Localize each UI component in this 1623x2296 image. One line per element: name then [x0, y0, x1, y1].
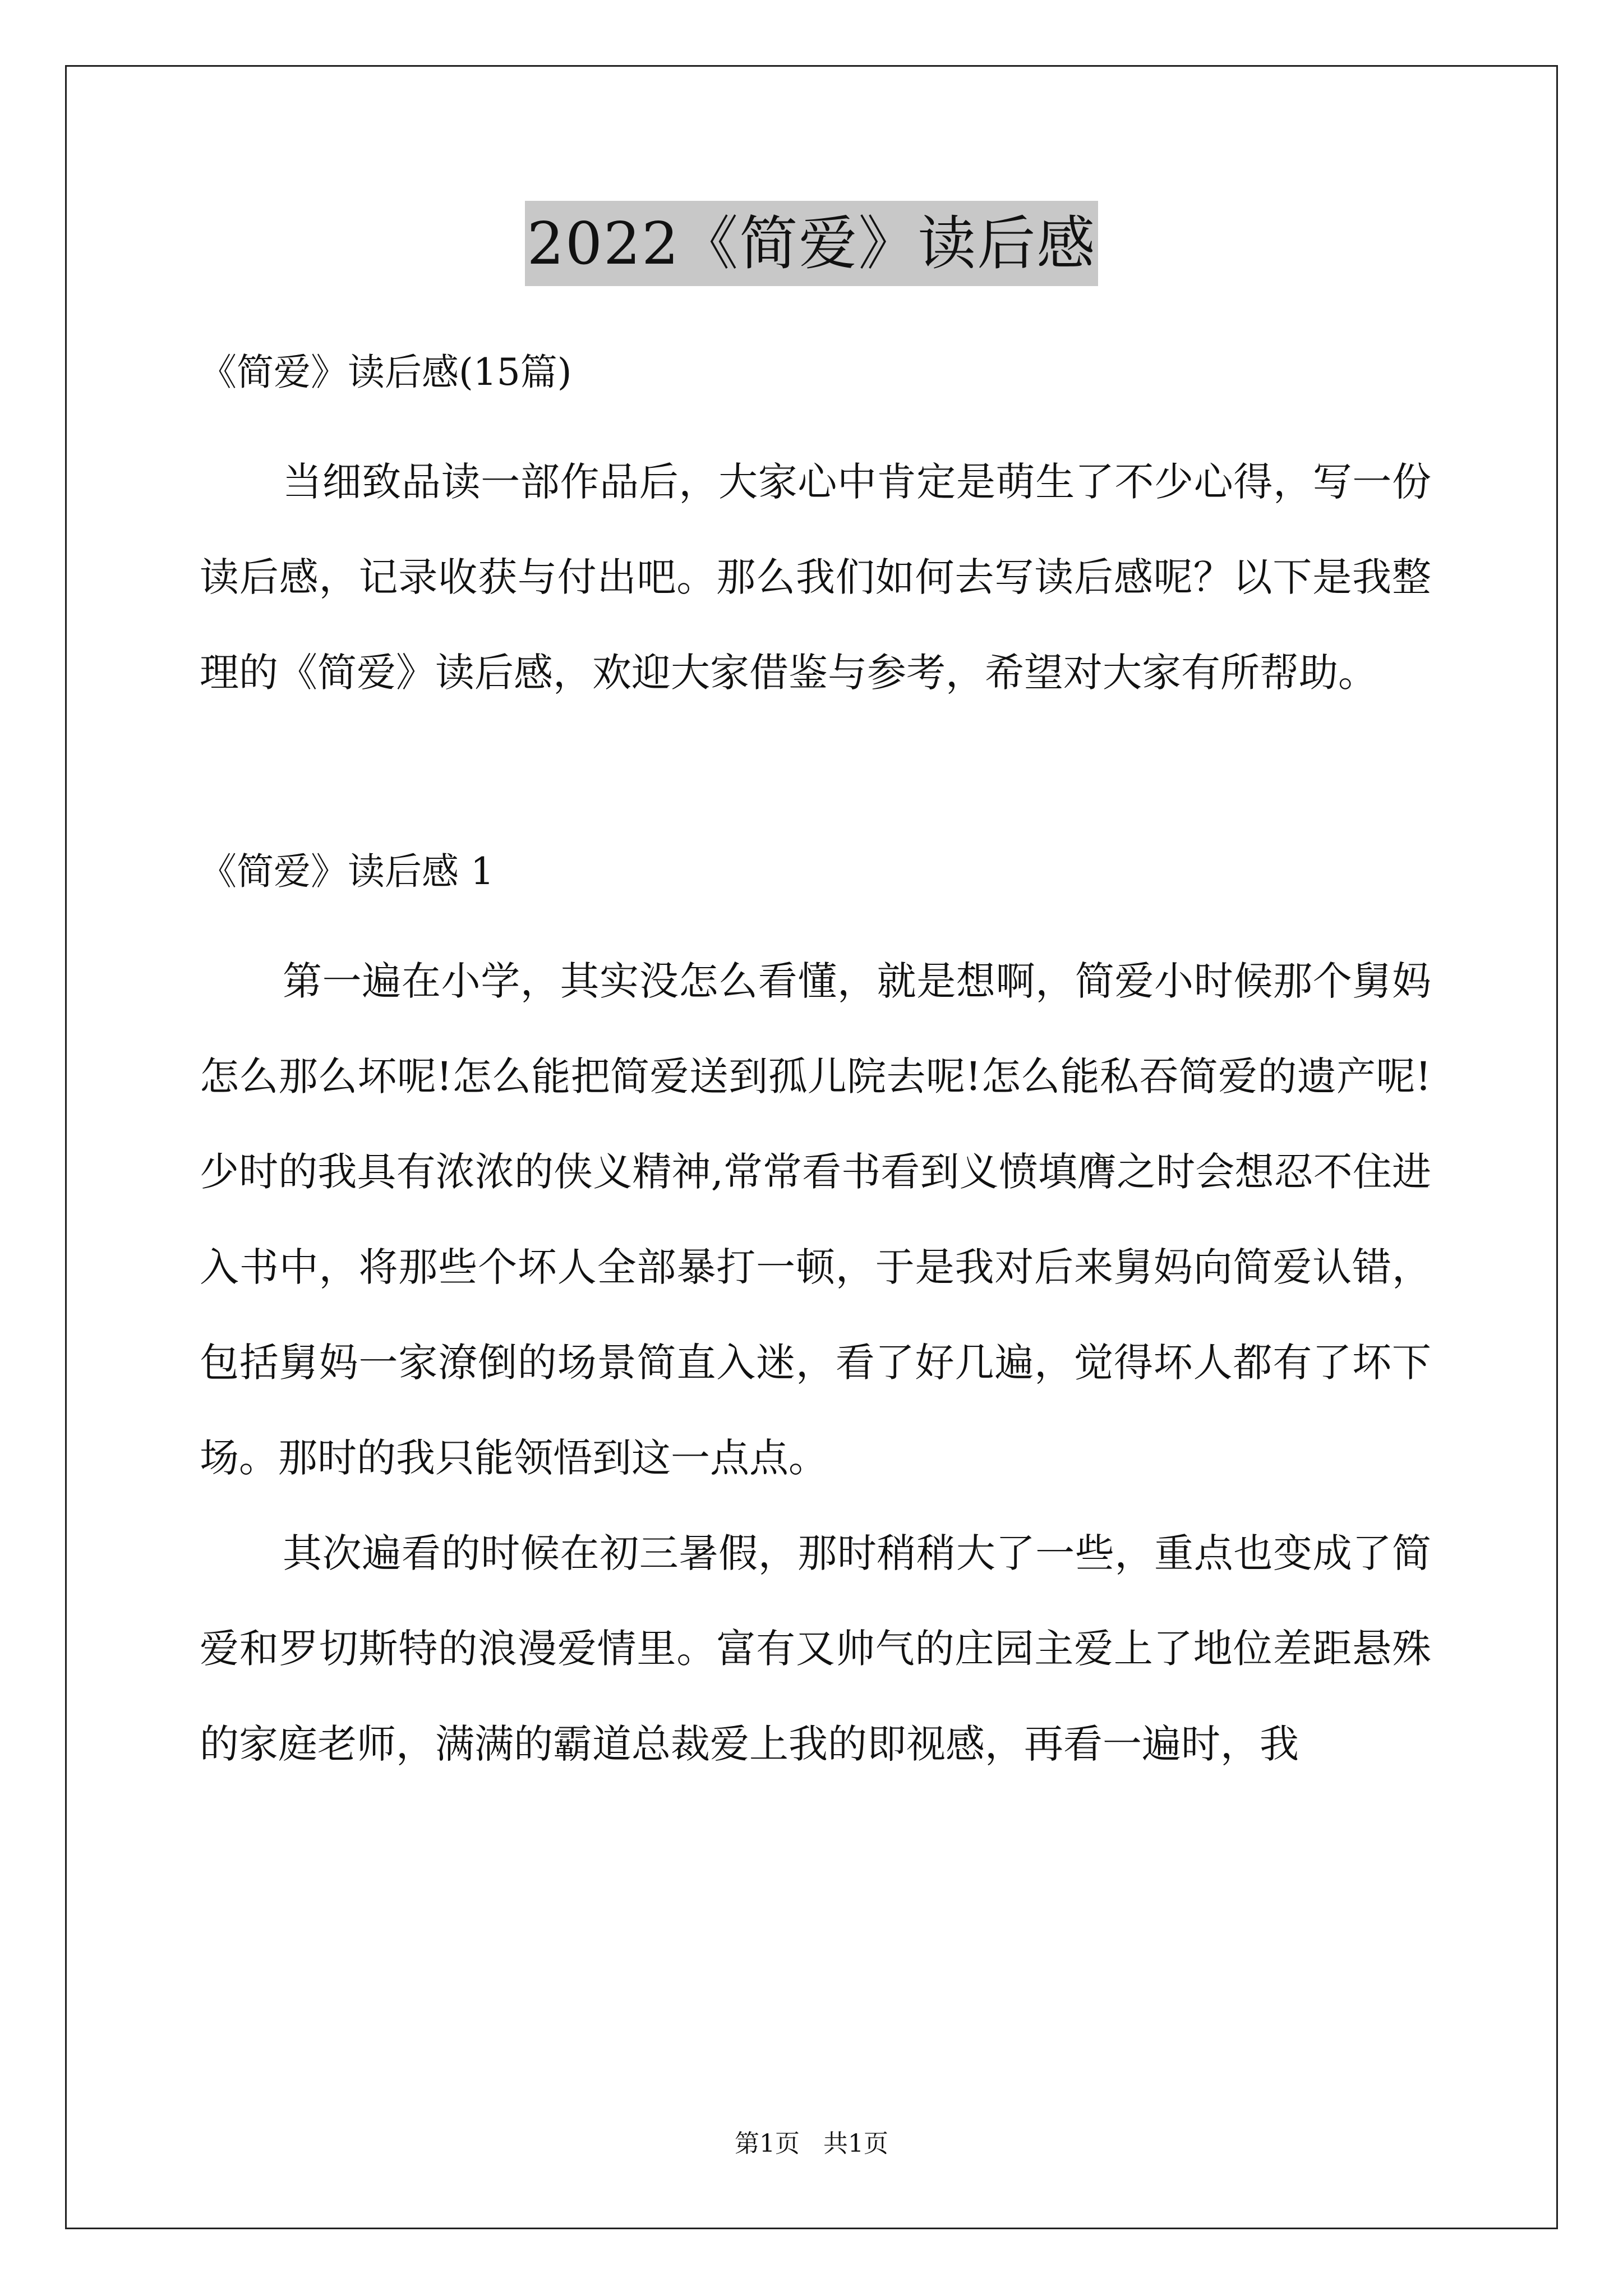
- title-container: [0, 201, 1623, 286]
- body-paragraph-2: 其次遍看的时候在初三暑假，那时稍稍大了一些，重点也变成了简爱和罗切斯特的浪漫爱情里。富有又帅气的庄园主爱上了地位差距悬殊的家庭老师，满满的霸道总裁爱上我的即视感，再看一遍时，我: [200, 1530, 1431, 1767]
- page-footer: [0, 2127, 1623, 2161]
- document-subtitle: 《简爱》读后感(15篇): [200, 351, 572, 394]
- page-total: 共1页: [823, 2129, 888, 2158]
- intro-paragraph: 当细致品读一部作品后，大家心中肯定是萌生了不少心得，写一份读后感，记录收获与付出吧。那么我们如何去写读后感呢？以下是我整理的《简爱》读后感，欢迎大家借鉴与参考，希望对大家有所帮助。: [200, 459, 1431, 696]
- section-heading: 《简爱》读后感 1: [200, 850, 494, 893]
- page-number: 第1页: [735, 2129, 800, 2158]
- body-paragraph-1: 第一遍在小学，其实没怎么看懂，就是想啊，简爱小时候那个舅妈怎么那么坏呢!怎么能把简爱送到孤儿院去呢!怎么能私吞简爱的遗产呢!少时的我具有浓浓的侠义精神,常常看书看到义愤填膺之时会想忍不住进入书中，将那些个坏人全部暴打一顿，于是我对后来舅妈向简爱认错，包括舅妈一家潦倒的场景简直入迷，看了好几遍，觉得坏人都有了坏下场。那时的我只能领悟到这一点点。: [200, 958, 1431, 1481]
- page-title: 2022《简爱》读后感: [525, 201, 1099, 286]
- document-body: [200, 346, 1431, 1792]
